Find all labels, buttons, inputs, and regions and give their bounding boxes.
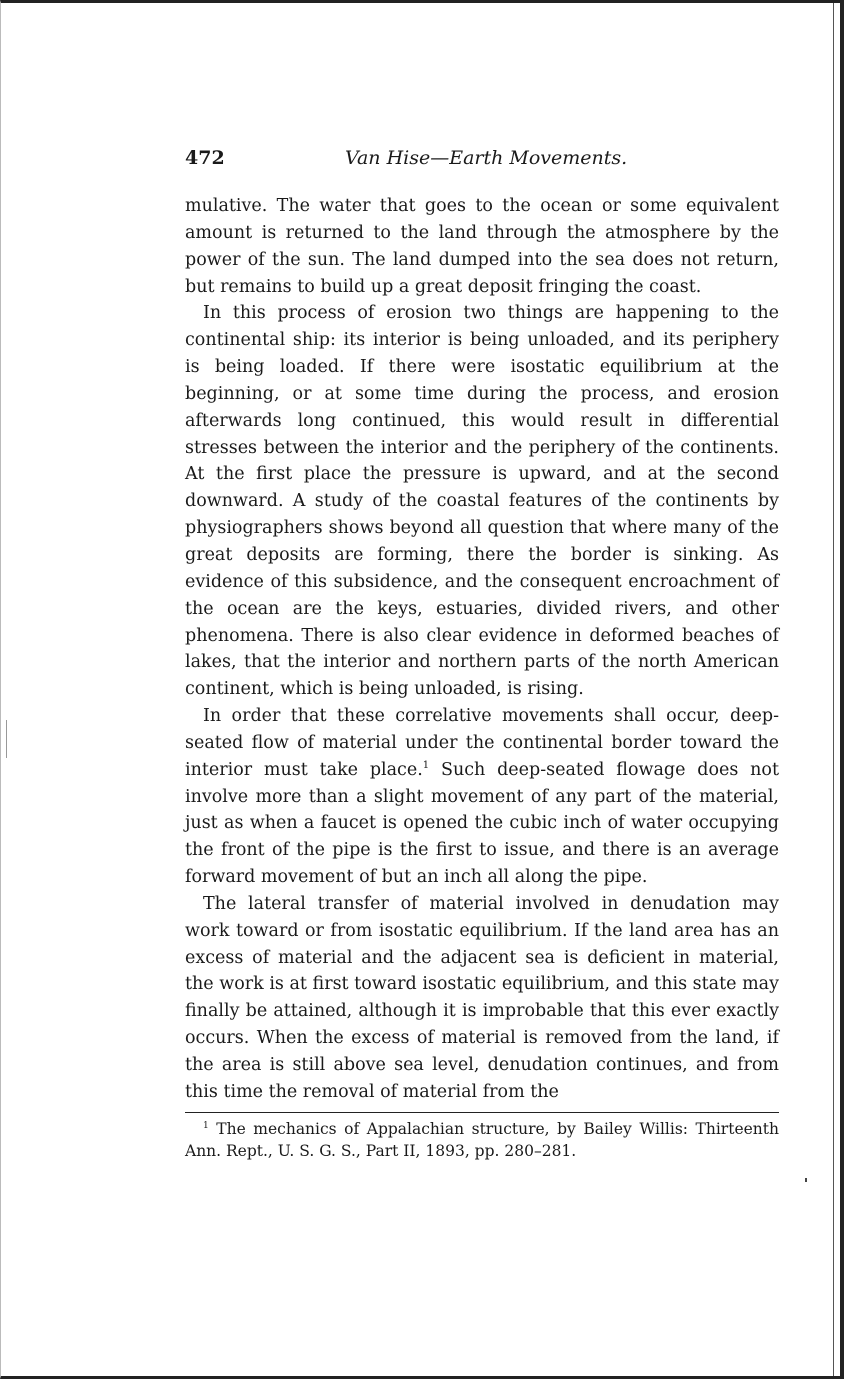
footnote-text: The mechanics of Appalachian structure, by Bailey Willis: Thirteenth Ann. Rept., U. S. G. S., Part II, 1893, pp. 280–281. [185, 1119, 779, 1160]
paragraph-4: The lateral transfer of material involved in denudation may work toward or from isostatic equilibrium. If the land area has an excess of material and the adjacent sea is deficient in material, the work is at first toward isostatic equilibrium, and this state may finally be attained, although it is improbable that this ever exactly occurs. When the excess of material is removed from the land, if the area is still above sea level, denudation continues, and from this time the removal of material from the [185, 893, 779, 1102]
footnote [185, 1118, 779, 1162]
scan-speck [6, 720, 7, 758]
paragraph-3-text-b: Such deep-seated flowage does not involve more than a slight movement of any part of the material, just as when a faucet is opened the cubic inch of water occupying the front of the pipe is the first to issue, and there is an average forward movement of but an inch all along the pipe. [185, 759, 779, 888]
running-head [185, 143, 779, 173]
page-number: 472 [185, 147, 225, 169]
paragraph-1: mulative. The water that goes to the ocean or some equivalent amount is returned to the land through the atmosphere by the power of the sun. The land dumped into the sea does not return, but remains to build up a great deposit fringing the coast. [185, 196, 779, 297]
paragraph-2: In this process of erosion two things are happening to the continental ship: its interior is being unloaded, and its periphery is being loaded. If there were isostatic equilibrium at the beginning, or at some time during the process, and erosion afterwards long continued, this would result in differential stresses between the interior and the periphery of the continents. At the first place the pressure is upward, and at the second downward. A study of the coastal features of the continents by physiographers shows beyond all question that where many of the great deposits are forming, there the border is sinking. As evidence of this subsidence, and the consequent encroachment of the ocean are the keys, estuaries, divided rivers, and other phenomena. There is also clear evidence in deformed beaches of lakes, that the interior and northern parts of the north American continent, which is being unloaded, is rising. [185, 303, 779, 700]
paragraph-3-text-a: In order that these correlative movements shall occur, deep-seated flow of material under the continental border toward the interior must take place. [185, 706, 779, 780]
scan-speck [805, 1178, 807, 1182]
book-page [185, 143, 779, 1177]
footnote-reference: 1 [422, 759, 430, 771]
binding-edge-line [833, 3, 834, 1376]
footnote-rule [185, 1112, 779, 1113]
paragraph-3 [185, 703, 779, 891]
footnote-marker: 1 [203, 1120, 209, 1131]
body-text [185, 193, 779, 1106]
running-title: Van Hise—Earth Movements. [345, 147, 628, 169]
